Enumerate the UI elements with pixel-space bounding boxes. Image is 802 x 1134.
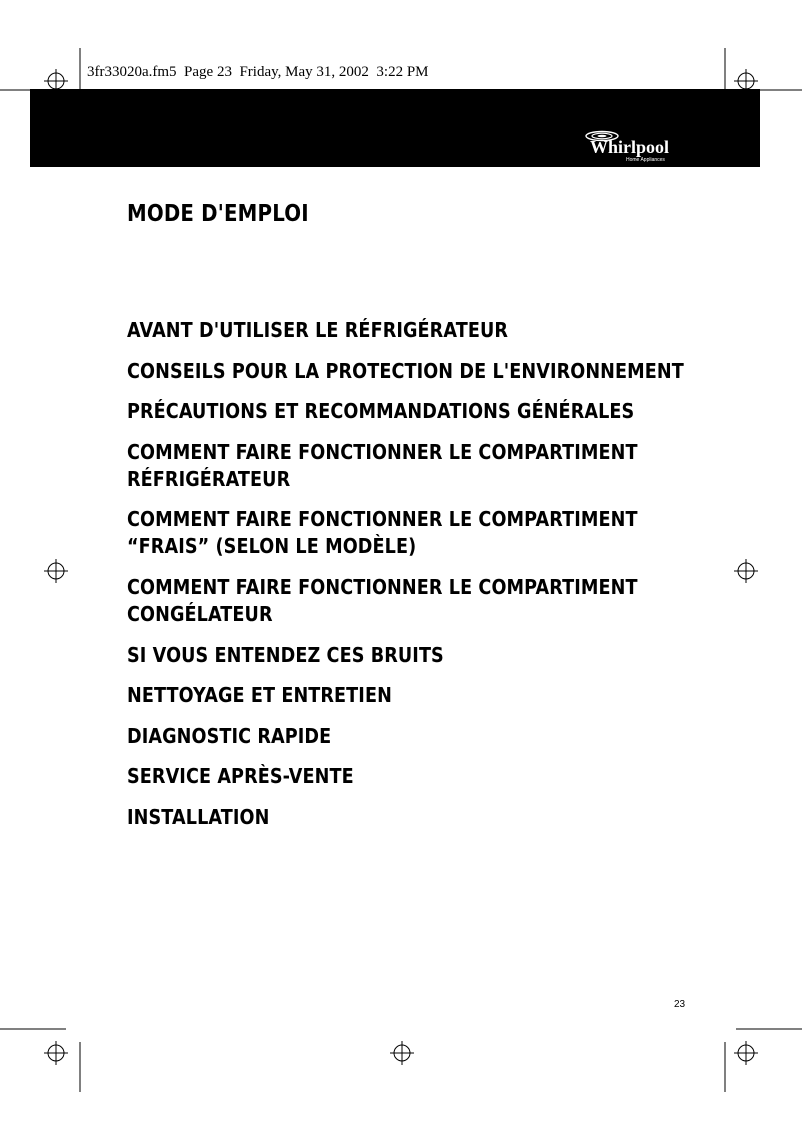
registration-mark-icon [44, 69, 68, 93]
print-file-header: 3fr33020a.fm5 Page 23 Friday, May 31, 2002 3:22 PM [87, 64, 429, 80]
toc-item-line: COMMENT FAIRE FONCTIONNER LE COMPARTIMENT [127, 507, 638, 531]
registration-mark-icon [44, 559, 68, 583]
toc-item-line: AVANT D'UTILISER LE RÉFRIGÉRATEUR [127, 318, 509, 342]
toc-item-line: CONGÉLATEUR [127, 602, 273, 626]
brand-tagline: Home Appliances [626, 157, 665, 163]
registration-mark-icon [734, 1041, 758, 1065]
page-title: MODE D'EMPLOI [127, 201, 309, 227]
toc-item-line: INSTALLATION [127, 805, 270, 829]
registration-mark-icon [44, 1041, 68, 1065]
toc-item-line: SERVICE APRÈS-VENTE [127, 764, 354, 788]
toc-item-line: COMMENT FAIRE FONCTIONNER LE COMPARTIMENT [127, 440, 638, 464]
registration-mark-icon [734, 69, 758, 93]
toc-item-line: DIAGNOSTIC RAPIDE [127, 724, 332, 748]
brand-name: Whirlpool [590, 137, 670, 157]
toc-item-line: “FRAIS” (SELON LE MODÈLE) [127, 534, 417, 558]
toc-item-line: CONSEILS POUR LA PROTECTION DE L'ENVIRONNEMENT [127, 359, 684, 383]
toc-item-line: COMMENT FAIRE FONCTIONNER LE COMPARTIMENT [127, 575, 638, 599]
toc-item-line: RÉFRIGÉRATEUR [127, 467, 291, 491]
page-number: 23 [674, 999, 686, 1010]
toc-item-line: PRÉCAUTIONS ET RECOMMANDATIONS GÉNÉRALES [127, 399, 635, 423]
registration-mark-icon [390, 1041, 414, 1065]
toc-item-line: NETTOYAGE ET ENTRETIEN [127, 683, 392, 707]
toc-item-line: SI VOUS ENTENDEZ CES BRUITS [127, 643, 444, 667]
registration-mark-icon [734, 559, 758, 583]
